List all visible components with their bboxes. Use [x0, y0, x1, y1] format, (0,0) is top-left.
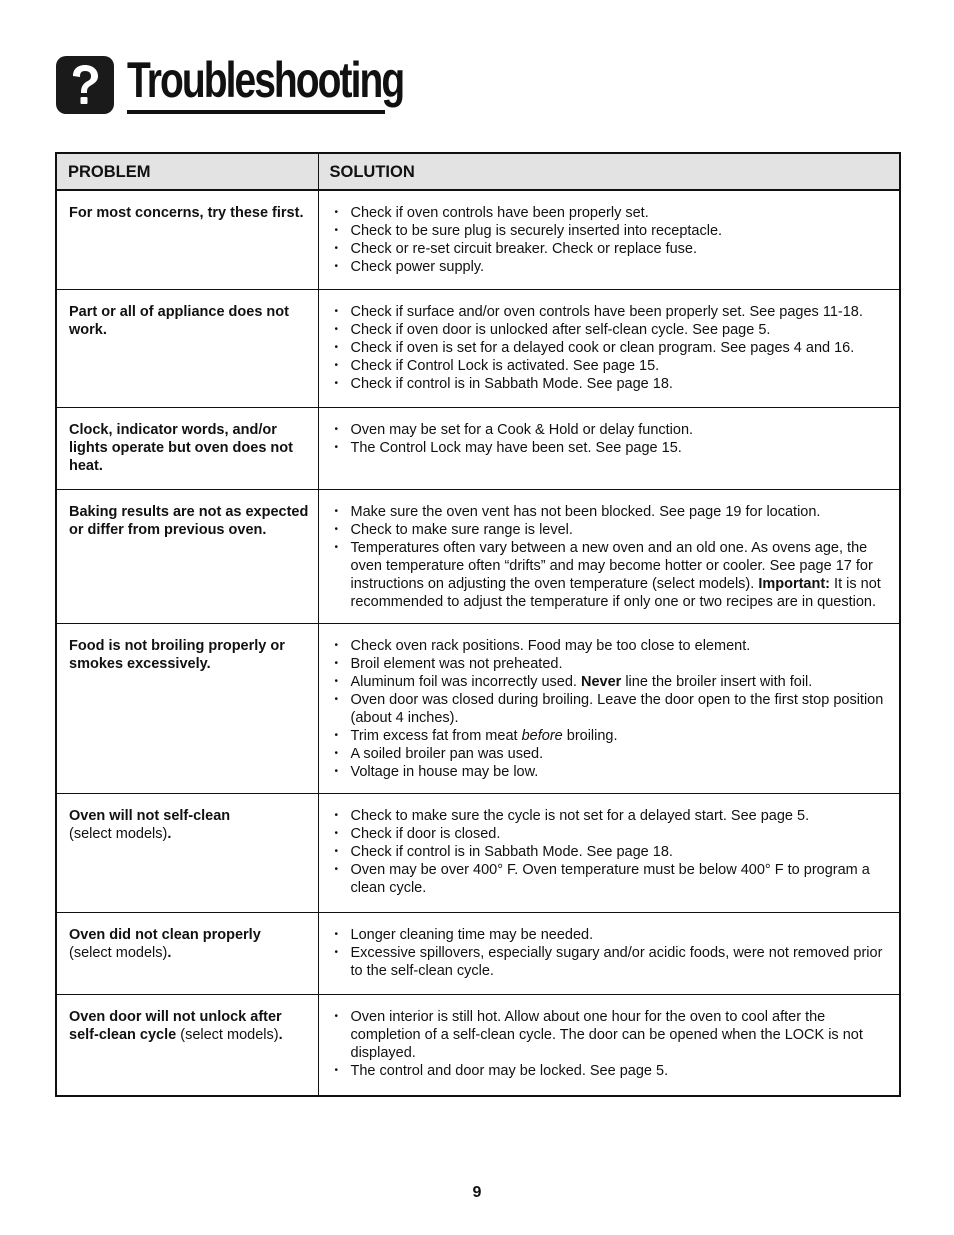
list-item: • Check or re-set circuit breaker. Check or replace fuse. — [333, 240, 892, 258]
list-item: • Check if door is closed. — [333, 825, 892, 843]
list-item: • Check to make sure range is level. — [333, 521, 892, 539]
list-item: • Oven may be over 400° F. Oven temperature must be below 400° F to program a clean cycle. — [333, 861, 892, 897]
list-item: • Broil element was not preheated. — [333, 655, 892, 673]
solution-cell — [318, 407, 900, 489]
table-row — [56, 289, 900, 407]
list-item: • Aluminum foil was incorrectly used. Never line the broiler insert with foil. — [333, 673, 892, 691]
list-item: • Trim excess fat from meat before broiling. — [333, 727, 892, 745]
list-item: • The control and door may be locked. See page 5. — [333, 1062, 892, 1080]
list-item: • Check oven rack positions. Food may be too close to element. — [333, 637, 892, 655]
problem-cell: Baking results are not as expected or differ from previous oven. — [56, 489, 318, 623]
solution-cell — [318, 190, 900, 289]
solution-cell — [318, 623, 900, 793]
question-mark-icon — [56, 56, 114, 114]
list-item: • Longer cleaning time may be needed. — [333, 926, 892, 944]
title-underline — [127, 110, 385, 114]
page-number: 9 — [472, 1184, 482, 1201]
page-title: Troubleshooting — [127, 52, 404, 108]
list-item: • Voltage in house may be low. — [333, 763, 892, 781]
list-item: • Check if surface and/or oven controls have been properly set. See pages 11-18. — [333, 303, 892, 321]
list-item: • Check if oven controls have been properly set. — [333, 204, 892, 222]
list-item: • Temperatures often vary between a new oven and an old one. As ovens age, the oven temperature often “drifts” and may become hotter or cooler. See page 17 for instructions on adjusting the oven temperature (select models). Important: It is not recommended to adjust the temperature if only one or two recipes are in question. — [333, 539, 892, 611]
problem-cell: For most concerns, try these first. — [56, 190, 318, 289]
table-row — [56, 912, 900, 994]
list-item: • Check if Control Lock is activated. See page 15. — [333, 357, 892, 375]
table-row — [56, 190, 900, 289]
solution-column-header: SOLUTION — [318, 153, 900, 190]
list-item: • Check if oven is set for a delayed cook or clean program. See pages 4 and 16. — [333, 339, 892, 357]
solution-cell — [318, 994, 900, 1096]
problem-cell: Oven will not self-clean (select models). — [56, 793, 318, 912]
list-item: • Check if oven door is unlocked after self-clean cycle. See page 5. — [333, 321, 892, 339]
list-item: • Check to make sure the cycle is not set for a delayed start. See page 5. — [333, 807, 892, 825]
troubleshooting-table — [55, 152, 901, 1097]
list-item: • The Control Lock may have been set. See page 15. — [333, 439, 892, 457]
list-item: • Check to be sure plug is securely inserted into receptacle. — [333, 222, 892, 240]
table-row — [56, 994, 900, 1096]
solution-cell — [318, 489, 900, 623]
list-item: • A soiled broiler pan was used. — [333, 745, 892, 763]
table-row — [56, 623, 900, 793]
problem-cell: Oven door will not unlock after self-clean cycle (select models). — [56, 994, 318, 1096]
solution-cell — [318, 289, 900, 407]
table-row — [56, 793, 900, 912]
list-item: • Check if control is in Sabbath Mode. See page 18. — [333, 843, 892, 861]
list-item: • Oven door was closed during broiling. Leave the door open to the first stop position (about 4 inches). — [333, 691, 892, 727]
problem-column-header: PROBLEM — [56, 153, 318, 190]
list-item: • Oven may be set for a Cook & Hold or delay function. — [333, 421, 892, 439]
list-item: • Check power supply. — [333, 258, 892, 276]
table-row — [56, 407, 900, 489]
list-item: • Make sure the oven vent has not been blocked. See page 19 for location. — [333, 503, 892, 521]
list-item: • Oven interior is still hot. Allow about one hour for the oven to cool after the completion of a self-clean cycle. The door can be opened when the LOCK is not displayed. — [333, 1008, 892, 1062]
solution-cell — [318, 793, 900, 912]
problem-cell: Part or all of appliance does not work. — [56, 289, 318, 407]
problem-cell: Oven did not clean properly (select models). — [56, 912, 318, 994]
list-item: • Check if control is in Sabbath Mode. See page 18. — [333, 375, 892, 393]
list-item: • Excessive spillovers, especially sugary and/or acidic foods, were not removed prior to the self-clean cycle. — [333, 944, 892, 980]
problem-cell: Clock, indicator words, and/or lights operate but oven does not heat. — [56, 407, 318, 489]
solution-cell — [318, 912, 900, 994]
table-row — [56, 489, 900, 623]
table-header-row — [56, 153, 900, 190]
problem-cell: Food is not broiling properly or smokes excessively. — [56, 623, 318, 793]
page-header — [56, 52, 481, 114]
